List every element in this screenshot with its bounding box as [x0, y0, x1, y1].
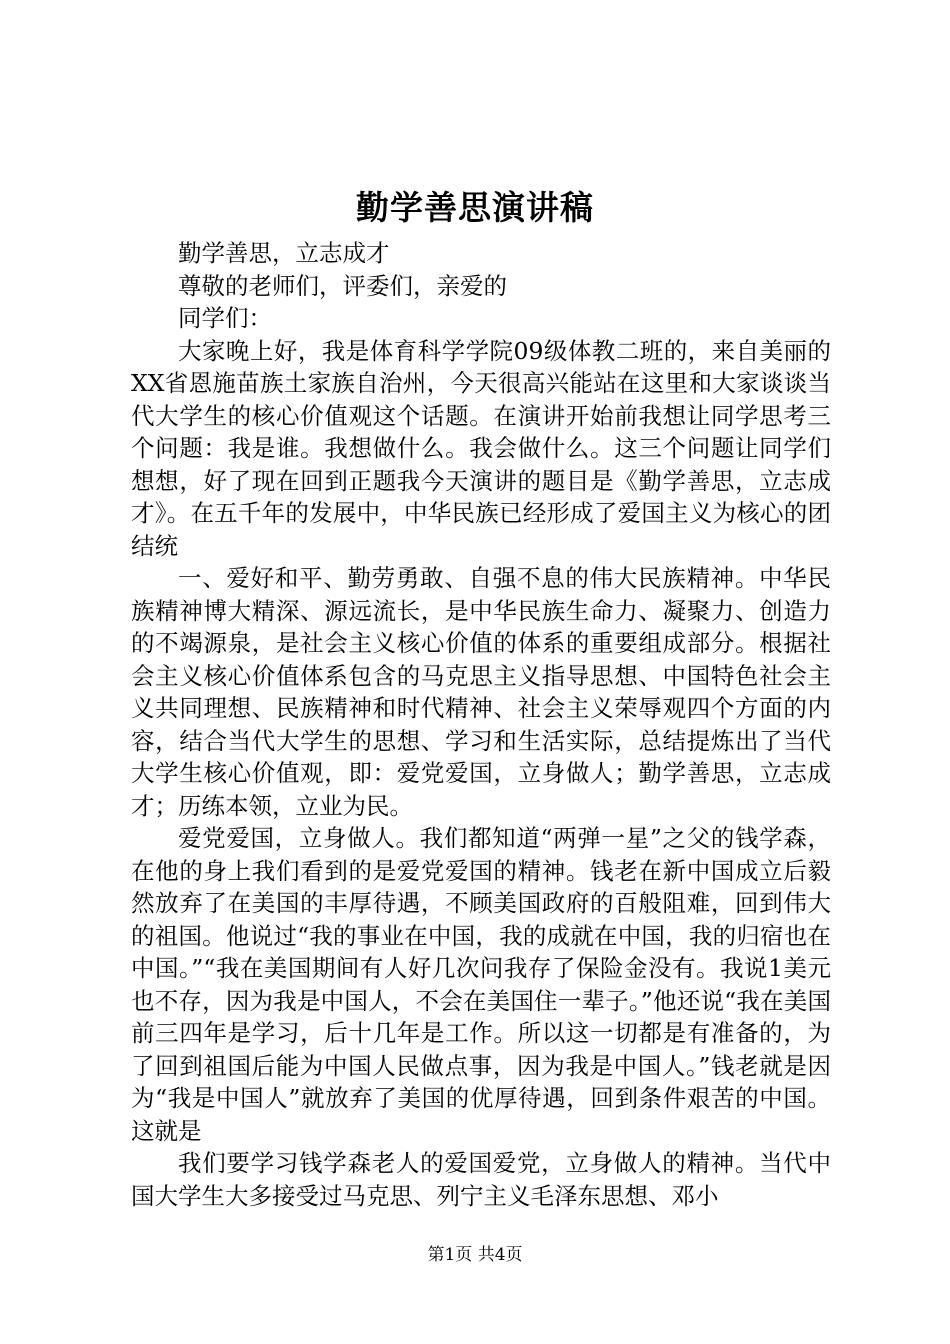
document-body [131, 237, 831, 1212]
page-footer: 第1页 共4页 [427, 1245, 523, 1265]
paragraph: 一、爱好和平、勤劳勇敢、自强不息的伟大民族精神。中华民族精神博大精深、源远流长，是中华民族生命力、凝聚力、创造力的不竭源泉，是社会主义核心价值的体系的重要组成部分。根据社会主义核心价值体系包含的马克思主义指导思想、中国特色社会主义共同理想、民族精神和时代精神、社会主义荣辱观四个方面的内容，结合当代大学生的思想、学习和生活实际，总结提炼出了当代大学生核心价值观，即：爱党爱国，立身做人；勤学善思，立志成才；历练本领，立业为民。 [131, 564, 831, 820]
document-title: 勤学善思演讲稿 [356, 188, 594, 227]
paragraph-subtitle: 勤学善思，立志成才 [178, 239, 390, 267]
paragraph-salutation-continued: 同学们： [178, 304, 272, 332]
paragraph-salutation: 尊敬的老师们，评委们，亲爱的 [178, 271, 507, 300]
paragraph: 大家晚上好，我是体育科学学院09级体教二班的，来自美丽的XX省恩施苗族土家族自治州，今天很高兴能站在这里和大家谈谈当代大学生的核心价值观这个话题。在演讲开始前我想让同学思考三个问题：我是谁。我想做什么。我会做什么。这三个问题让同学们想想，好了现在回到正题我今天演讲的题目是《勤学善思，立志成才》。在五千年的发展中，中华民族已经形成了爱国主义为核心的团结统 [131, 336, 831, 560]
paragraph: 爱党爱国，立身做人。我们都知道“两弹一星”之父的钱学森，在他的身上我们看到的是爱党爱国的精神。钱老在新中国成立后毅然放弃了在美国的丰厚待遇，不顾美国政府的百般阻难，回到伟大的祖国。他说过“我的事业在中国，我的成就在中国，我的归宿也在中国。”“我在美国期间有人好几次问我存了保险金没有。我说1美元也不存，因为我是中国人，不会在美国住一辈子。”他还说“我在美国前三四年是学习，后十几年是工作。所以这一切都是有准备的，为了回到祖国后能为中国人民做点事，因为我是中国人。”钱老就是因为“我是中国人”就放弃了美国的优厚待遇，回到条件艰苦的中国。这就是 [131, 824, 831, 1145]
paragraph: 我们要学习钱学森老人的爱国爱党，立身做人的精神。当代中国大学生大多接受过马克思、列宁主义毛泽东思想、邓小 [131, 1149, 831, 1210]
